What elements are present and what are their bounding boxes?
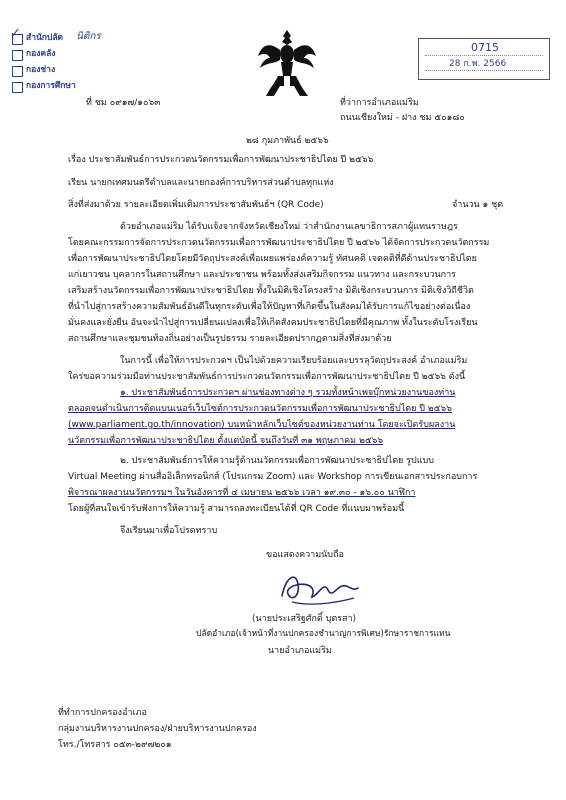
garuda-emblem-icon bbox=[256, 26, 318, 100]
checkbox-kong-klang[interactable] bbox=[12, 50, 23, 61]
signer-title-2: นายอำเภอแม่ริม bbox=[268, 646, 332, 656]
attachment-line: สิ่งที่ส่งมาด้วย รายละเอียดเพิ่มเติมการประชาสัมพันธ์ฯ (QR Code) bbox=[68, 200, 324, 210]
footer-line: ที่ทำการปกครองอำเภอ bbox=[58, 708, 147, 718]
signer-name: (นายประเสริฐศักดิ์ บุตรสา) bbox=[252, 614, 357, 624]
sender-office: ที่ว่าการอำเภอแม่ริม bbox=[340, 98, 419, 108]
sender-address: ถนนเชียงใหม่ - ฝาง ชม ๕๐๑๘๐ bbox=[340, 113, 465, 123]
routing-item-label: กองช่าง bbox=[26, 65, 56, 75]
paragraph-line: Virtual Meeting ผ่านสื่ออิเล็กทรอนิกส์ (โปรแกรม Zoom) และ Workshop การเขียนเอกสารประกอบการ bbox=[68, 472, 478, 482]
routing-item-label: กองคลัง bbox=[26, 49, 56, 59]
paragraph-line: โดยผู้ที่สนใจเข้ารับฟังการให้ความรู้ สามารถลงทะเบียนได้ที่ QR Code ที่แนบมาพร้อมนี้ bbox=[68, 504, 405, 514]
paragraph-line: ใคร่ขอความร่วมมือท่านประชาสัมพันธ์การประกวดนวัตกรรมเพื่อการพัฒนาประชาธิปไตย ปี ๒๕๖๖ ดังนี้ bbox=[68, 372, 466, 382]
receipt-stamp bbox=[418, 38, 550, 80]
checkbox-kong-chang[interactable] bbox=[12, 66, 23, 77]
check-mark-icon: ✓ bbox=[10, 26, 21, 41]
paragraph-line: นวัตกรรมเพื่อการพัฒนาประชาธิปไตย ตั้งแต่บัดนี้ จนถึงวันที่ ๓๑ พฤษภาคม ๒๕๖๖ bbox=[68, 436, 384, 446]
footer-line: กลุ่มงานบริหารงานปกครอง/ฝ่ายบริหารงานปกครอง bbox=[58, 724, 257, 734]
paragraph-line: เสริมสร้างนวัตกรรมเพื่อการพัฒนาประชาธิปไตย ทั้งในมิติเชิงโครงสร้าง มิติเชิงกระบวนการ มิติเชิงวิถีชีวิต bbox=[68, 286, 474, 296]
handwritten-note: นิติกร bbox=[76, 31, 101, 42]
paragraph-line: ตลอดจนดำเนินการติดแบนเนอร์เว็บไซต์การประกวดนวัตกรรมเพื่อการพัฒนาประชาธิปไตย ปี ๒๕๖๖ bbox=[68, 404, 452, 414]
receipt-date: 28 ก.พ. 2566 bbox=[449, 59, 507, 69]
recipient-line: เรียน นายกเทศมนตรีตำบลและนายกองค์การบริหารส่วนตำบลทุกแห่ง bbox=[68, 178, 334, 188]
paragraph-line: ๒. ประชาสัมพันธ์การให้ความรู้ด้านนวัตกรรมเพื่อการพัฒนาประชาธิปไตย รูปแบบ bbox=[120, 456, 434, 466]
signature bbox=[262, 566, 372, 610]
doc-number: ที่ ชม ๐๙๑๗/๑๐๖๓ bbox=[86, 98, 161, 108]
signer-title: ปลัดอำเภอ(เจ้าหน้าที่งานปกครองชำนาญการพิเศษ)รักษาราชการแทน bbox=[196, 629, 451, 639]
paragraph-line: แก่เยาวชน บุคลากรในสถานศึกษา และประชาชน พร้อมทั้งส่งเสริมกิจกรรม แนวทาง และกระบวนการ bbox=[68, 270, 456, 280]
routing-item-label: สำนักปลัด bbox=[26, 33, 64, 43]
receipt-number: 0715 bbox=[471, 41, 499, 54]
paragraph-line: พิจารณาผลงานนวัตกรรมฯ ในวันอังคารที่ ๔ เมษายน ๒๕๖๖ เวลา ๑๙.๓๐ - ๑๖.๐๐ นาฬิกา bbox=[68, 488, 416, 498]
paragraph-line: ในการนี้ เพื่อให้การประกวดฯ เป็นไปด้วยความเรียบร้อยและบรรลุวัตถุประสงค์ อำเภอแม่ริม bbox=[120, 356, 468, 366]
footer-line: โทร./โทรสาร ๐๕๓-๒๙๗๒๐๑ bbox=[58, 740, 172, 750]
closing: ขอแสดงความนับถือ bbox=[266, 550, 344, 560]
paragraph-line: เพื่อการพัฒนาประชาธิปไตยโดยมีวัตถุประสงค์เพื่อเผยแพร่องค์ความรู้ ทัศนคติ เจตคติที่ดีด้านประชาธิปไตย bbox=[68, 254, 477, 264]
checkbox-kong-suksa[interactable] bbox=[12, 82, 23, 93]
subject-line: เรื่อง ประชาสัมพันธ์การประกวดนวัตกรรมเพื่อการพัฒนาประชาธิปไตย ปี ๒๕๖๖ bbox=[68, 155, 374, 165]
paragraph-line: ที่นำไปสู่การสร้างความสัมพันธ์อันดีในทุกระดับเพื่อให้ปัญหาที่เกิดขึ้นในสังคมได้รับการแก้ไขอย่างต่อเนื่อง bbox=[68, 302, 471, 312]
paragraph-line: สถานศึกษาและชุมชนท้องถิ่นอย่างเป็นรูปธรรม รายละเอียดปรากฏตามสิ่งที่ส่งมาด้วย bbox=[68, 334, 392, 344]
paragraph-line: มั่นคงและยั่งยืน อันจะนำไปสู่การเปลี่ยนแปลงเพื่อให้เกิดสังคมประชาธิปไตยที่มีคุณภาพ ทั้งในระดับโรงเรียน bbox=[68, 318, 478, 328]
attachment-count: จำนวน ๑ ชุด bbox=[452, 200, 504, 210]
letter-date: ๒๘ กุมภาพันธ์ ๒๕๖๖ bbox=[246, 136, 329, 146]
closing-request: จึงเรียนมาเพื่อโปรดทราบ bbox=[120, 526, 218, 536]
stamp-divider bbox=[425, 55, 543, 56]
stamp-divider bbox=[425, 70, 543, 71]
paragraph-line: (www.parliament.go.th/innovation) บนหน้าหลักเว็บไซต์ของหน่วยงานท่าน โดยจะเปิดรับผลงาน bbox=[68, 420, 456, 430]
routing-item-label: กองการศึกษา bbox=[26, 81, 76, 91]
paragraph-line: ด้วยอำเภอแม่ริม ได้รับแจ้งจากจังหวัดเชียงใหม่ ว่าสำนักงานเลขาธิการสภาผู้แทนราษฎร bbox=[120, 222, 458, 232]
paragraph-line: ๑. ประชาสัมพันธ์การประกวดฯ ผ่านช่องทางต่าง ๆ รวมทั้งหน้าเพจบุ๊กหน่วยงานของท่าน bbox=[120, 388, 456, 398]
paragraph-line: โดยคณะกรรมการจัดการประกวดนวัตกรรมเพื่อการพัฒนาประชาธิปไตย ปี ๒๕๖๖ ได้จัดการประกวดนวัตกรรม bbox=[68, 238, 490, 248]
